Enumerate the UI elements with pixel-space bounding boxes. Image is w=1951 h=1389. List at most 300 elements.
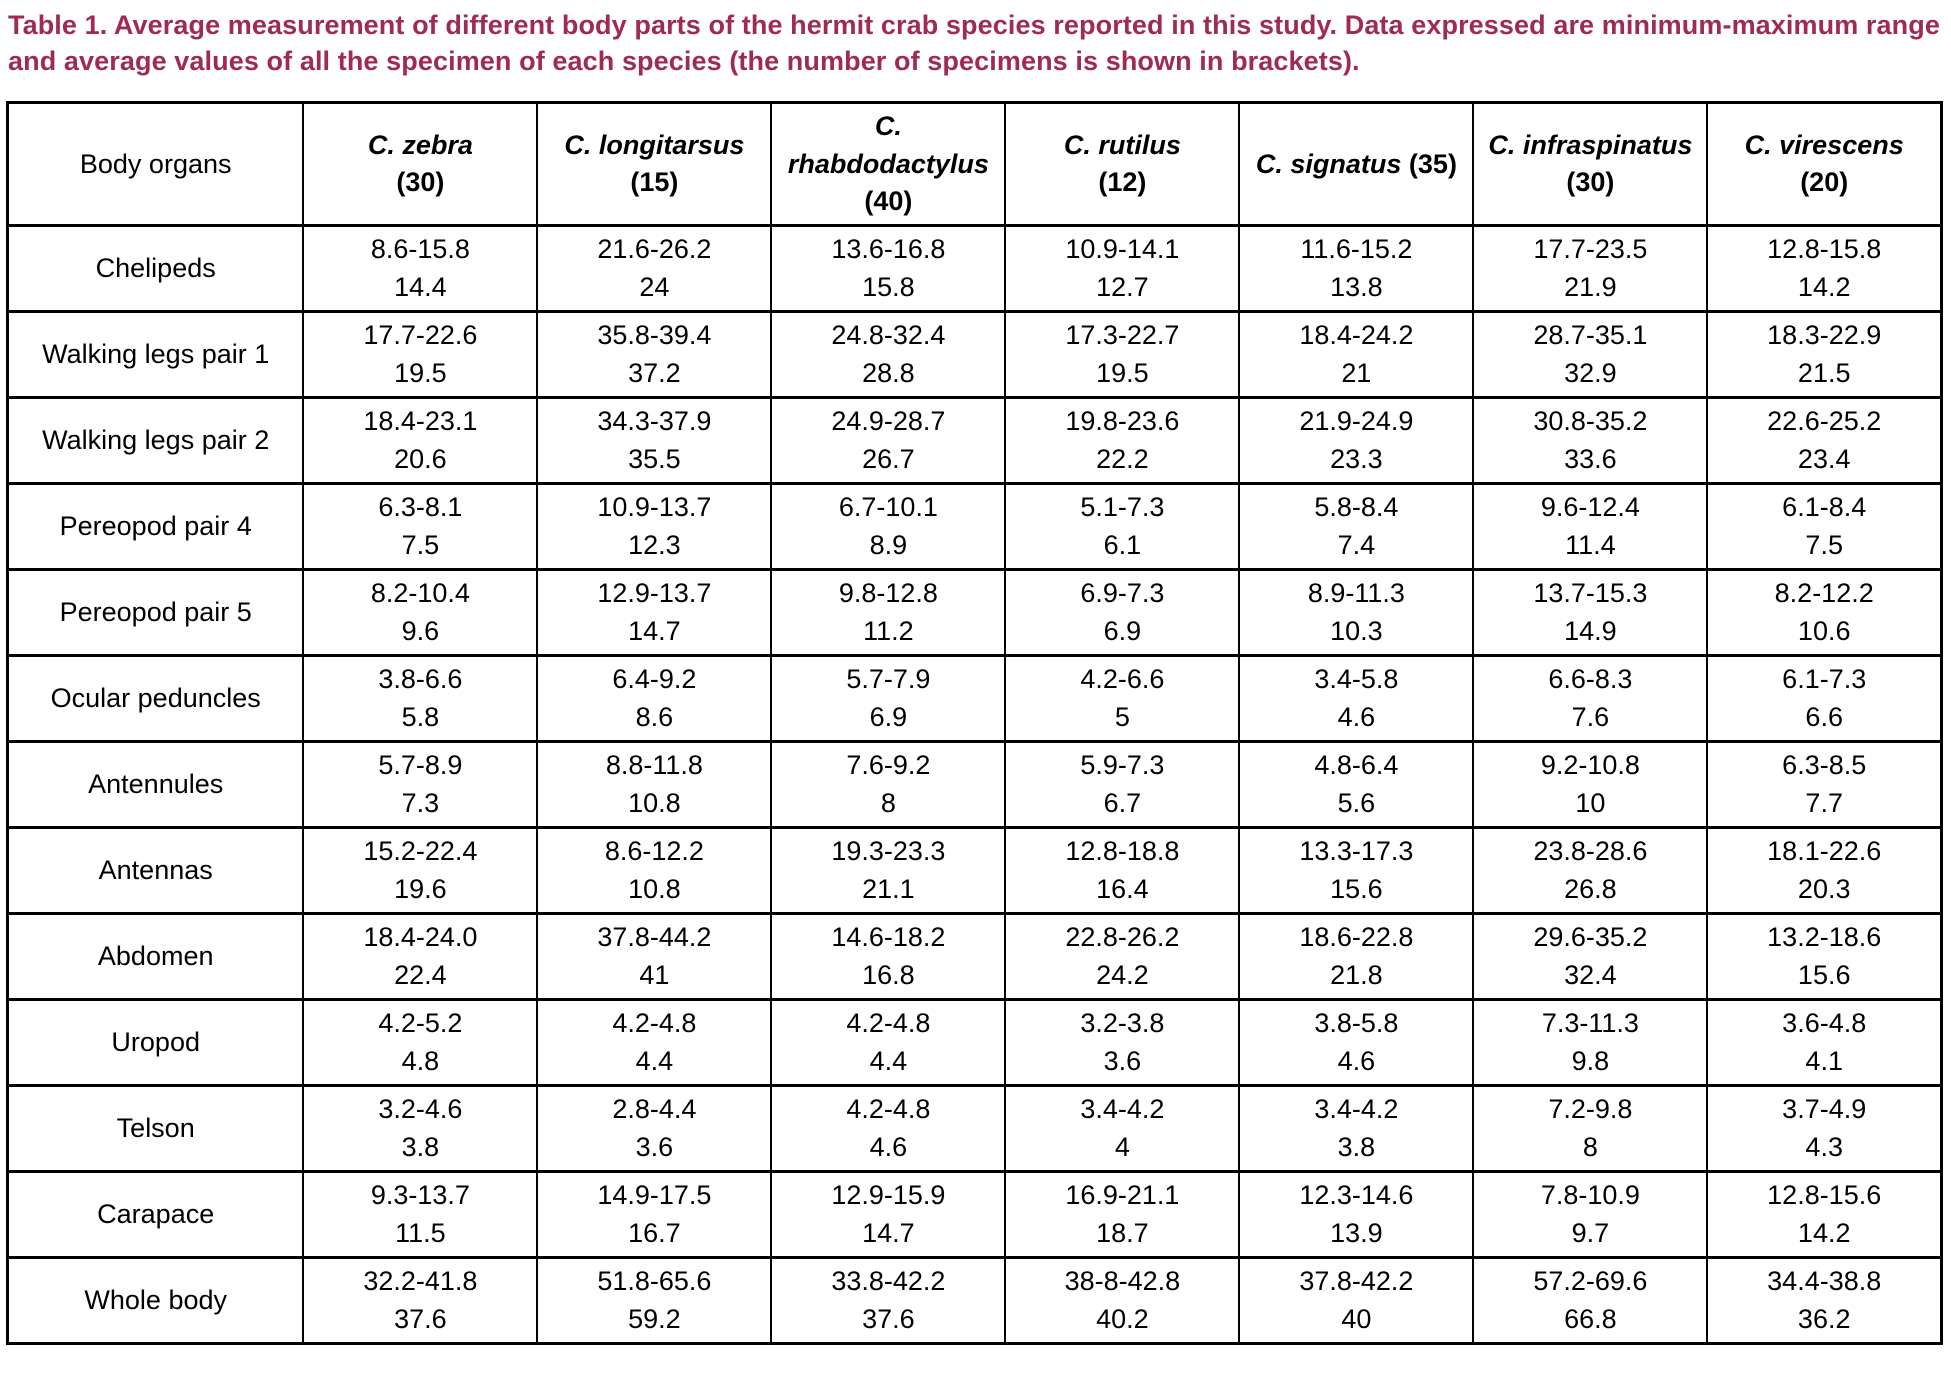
measurement-cell [1005,226,1239,312]
measurement-cell [1473,484,1707,570]
range-value: 5.7-7.9 [846,664,931,695]
average-value: 4.6 [1337,1045,1376,1076]
range-value: 37.8-42.2 [1299,1266,1414,1297]
range-value: 24.8-32.4 [831,320,946,351]
average-value: 10.8 [628,873,681,904]
range-value: 12.9-15.9 [831,1180,946,1211]
measurement-cell [1005,1086,1239,1172]
average-value: 3.8 [401,1131,440,1162]
measurement-cell [1473,1172,1707,1258]
range-value: 17.7-22.6 [363,320,478,351]
average-value: 3.6 [1103,1045,1142,1076]
measurement-cell [771,828,1005,914]
measurement-cell [537,1172,771,1258]
average-value: 16.7 [628,1217,681,1248]
range-value: 4.2-4.8 [846,1008,931,1039]
average-value: 9.8 [1571,1045,1610,1076]
average-value: 21.5 [1797,357,1851,388]
range-value: 51.8-65.6 [597,1266,712,1297]
table-header-row [8,103,1942,226]
species-name: C. rutilus [1063,129,1181,160]
average-value: 37.6 [862,1303,915,1334]
measurement-cell [1473,914,1707,1000]
average-value: 5 [1114,701,1130,732]
range-value: 8.2-12.2 [1774,578,1874,609]
average-value: 7.6 [1571,701,1610,732]
range-value: 7.2-9.8 [1548,1094,1633,1125]
measurement-cell [537,1000,771,1086]
species-name: C. infraspinatus [1488,129,1693,160]
range-value: 8.9-11.3 [1307,578,1405,609]
average-value: 3.6 [635,1131,674,1162]
range-value: 19.3-23.3 [831,836,946,867]
range-value: 32.2-41.8 [363,1266,478,1297]
measurement-cell [1707,226,1941,312]
table-row [8,914,1942,1000]
table-caption: Table 1. Average measurement of different body parts of the hermit crab species reported in this study. Data expressed are minimum-maximum range and average values of all the specimen of each species (the number of specimens is shown in brackets). [8,10,1940,76]
average-value: 14.2 [1797,271,1851,302]
average-value: 21.1 [862,873,915,904]
range-value: 21.9-24.9 [1299,406,1414,437]
average-value: 10 [1575,787,1606,818]
measurement-cell [1707,312,1941,398]
range-value: 13.3-17.3 [1299,836,1414,867]
range-value: 3.2-3.8 [1080,1008,1165,1039]
species-header [771,103,1005,226]
average-value: 41 [639,959,670,990]
average-value: 7.3 [401,787,440,818]
range-value: 6.4-9.2 [612,664,697,695]
measurement-cell [1707,570,1941,656]
range-value: 17.7-23.5 [1533,234,1648,265]
organ-label: Ocular peduncles [8,656,304,742]
range-value: 29.6-35.2 [1533,922,1648,953]
measurement-cell [1239,398,1473,484]
average-value: 15.6 [1797,959,1851,990]
measurement-cell [771,656,1005,742]
average-value: 14.2 [1797,1217,1851,1248]
measurement-cell [1707,398,1941,484]
measurement-cell [771,226,1005,312]
range-value: 18.1-22.6 [1767,836,1882,867]
measurement-cell [1005,828,1239,914]
species-header [303,103,537,226]
table-row [8,484,1942,570]
measurement-cell [1707,484,1941,570]
species-header [1473,103,1707,226]
measurement-cell [1005,742,1239,828]
average-value: 22.2 [1096,443,1149,474]
measurement-cell [1707,1172,1941,1258]
measurement-cell [1005,570,1239,656]
range-value: 3.8-5.8 [1314,1008,1399,1039]
average-value: 19.5 [1096,357,1149,388]
range-value: 9.3-13.7 [370,1180,470,1211]
range-value: 18.4-24.0 [363,922,478,953]
range-value: 18.3-22.9 [1767,320,1882,351]
range-value: 34.4-38.8 [1767,1266,1882,1297]
range-value: 5.7-8.9 [378,750,463,781]
range-value: 18.6-22.8 [1299,922,1414,953]
range-value: 14.9-17.5 [597,1180,712,1211]
average-value: 12.7 [1096,271,1149,302]
average-value: 4.6 [869,1131,908,1162]
range-value: 10.9-13.7 [597,492,712,523]
average-value: 7.7 [1805,787,1843,818]
measurement-cell [1005,1258,1239,1344]
measurement-cell [537,312,771,398]
range-value: 13.2-18.6 [1767,922,1882,953]
organ-label: Abdomen [8,914,304,1000]
measurement-cell [1473,1086,1707,1172]
average-value: 37.6 [394,1303,447,1334]
range-value: 6.3-8.5 [1782,750,1867,781]
specimen-count: (12) [1098,167,1147,198]
measurement-cell [303,312,537,398]
range-value: 13.6-16.8 [831,234,946,265]
range-value: 14.6-18.2 [831,922,946,953]
measurement-cell [537,570,771,656]
measurement-cell [1239,484,1473,570]
range-value: 13.7-15.3 [1533,578,1648,609]
average-value: 10.8 [628,787,681,818]
range-value: 3.7-4.9 [1782,1094,1867,1125]
average-value: 5.6 [1337,787,1376,818]
range-value: 7.8-10.9 [1540,1180,1640,1211]
range-value: 8.6-15.8 [370,234,470,265]
organ-label: Carapace [8,1172,304,1258]
range-value: 6.6-8.3 [1548,664,1633,695]
table-row [8,398,1942,484]
measurement-cell [1239,828,1473,914]
range-value: 38-8-42.8 [1064,1266,1181,1297]
range-value: 10.9-14.1 [1065,234,1180,265]
organ-label: Antennas [8,828,304,914]
range-value: 6.7-10.1 [838,492,938,523]
range-value: 4.2-4.8 [612,1008,697,1039]
table-row [8,1086,1942,1172]
measurement-cell [1239,226,1473,312]
range-value: 7.3-11.3 [1541,1008,1639,1039]
range-value: 35.8-39.4 [597,320,712,351]
measurement-cell [1239,1258,1473,1344]
range-value: 9.2-10.8 [1540,750,1640,781]
specimen-count: (40) [864,185,913,216]
measurement-cell [537,828,771,914]
average-value: 4 [1114,1131,1130,1162]
average-value: 24 [639,271,670,302]
organ-label: Antennules [8,742,304,828]
range-value: 23.8-28.6 [1533,836,1648,867]
table-row [8,570,1942,656]
range-value: 11.6-15.2 [1300,234,1413,265]
measurement-cell [771,1258,1005,1344]
measurement-cell [1239,742,1473,828]
average-value: 14.9 [1564,615,1617,646]
average-value: 66.8 [1564,1303,1617,1334]
range-value: 5.8-8.4 [1314,492,1399,523]
measurement-cell [1239,312,1473,398]
average-value: 22.4 [394,959,447,990]
measurement-cell [1473,1000,1707,1086]
range-value: 6.9-7.3 [1080,578,1165,609]
measurement-cell [303,656,537,742]
range-value: 21.6-26.2 [597,234,712,265]
species-name: C. rhabdodactylus [787,111,989,179]
measurement-cell [771,1172,1005,1258]
organ-label: Chelipeds [8,226,304,312]
average-value: 36.2 [1797,1303,1851,1334]
range-value: 3.4-4.2 [1314,1094,1399,1125]
average-value: 32.4 [1564,959,1617,990]
average-value: 8 [880,787,896,818]
measurement-cell [1707,1000,1941,1086]
average-value: 32.9 [1564,357,1617,388]
range-value: 8.6-12.2 [604,836,704,867]
average-value: 6.9 [869,701,908,732]
range-value: 9.8-12.8 [838,578,938,609]
average-value: 14.4 [394,271,447,302]
body-organs-header: Body organs [8,103,304,226]
average-value: 16.4 [1096,873,1149,904]
measurement-cell [1473,1258,1707,1344]
table-row [8,656,1942,742]
range-value: 15.2-22.4 [363,836,478,867]
measurement-cell [537,1258,771,1344]
average-value: 18.7 [1096,1217,1149,1248]
range-value: 7.6-9.2 [846,750,931,781]
measurement-cell [303,1172,537,1258]
range-value: 4.2-5.2 [378,1008,463,1039]
range-value: 3.4-4.2 [1080,1094,1165,1125]
average-value: 11.4 [1565,529,1616,560]
measurement-cell [303,742,537,828]
measurement-cell [771,742,1005,828]
average-value: 13.8 [1330,271,1383,302]
measurement-cell [303,828,537,914]
specimen-count: (30) [396,167,445,198]
range-value: 22.6-25.2 [1767,406,1882,437]
average-value: 24.2 [1096,959,1149,990]
average-value: 14.7 [862,1217,915,1248]
range-value: 5.9-7.3 [1080,750,1165,781]
average-value: 14.7 [628,615,681,646]
organ-label: Whole body [8,1258,304,1344]
measurement-cell [1005,398,1239,484]
range-value: 6.3-8.1 [378,492,463,523]
measurement-cell [303,1258,537,1344]
specimen-count: (15) [630,167,679,198]
measurement-cell [1005,914,1239,1000]
average-value: 26.8 [1564,873,1617,904]
measurement-cell [1473,398,1707,484]
table-body [8,226,1942,1344]
range-value: 3.8-6.6 [378,664,463,695]
measurement-cell [537,226,771,312]
organ-label: Pereopod pair 4 [8,484,304,570]
measurement-cell [1707,656,1941,742]
average-value: 5.8 [401,701,440,732]
measurement-cell [303,226,537,312]
table-row [8,312,1942,398]
range-value: 19.8-23.6 [1065,406,1180,437]
range-value: 6.1-8.4 [1782,492,1867,523]
range-value: 37.8-44.2 [597,922,712,953]
average-value: 23.4 [1797,443,1851,474]
measurement-cell [1005,312,1239,398]
measurement-cell [1005,484,1239,570]
organ-label: Telson [8,1086,304,1172]
measurement-cell [303,570,537,656]
average-value: 6.6 [1805,701,1843,732]
range-value: 18.4-23.1 [363,406,478,437]
average-value: 15.8 [862,271,915,302]
average-value: 19.5 [394,357,447,388]
species-name: C. longitarsus [564,129,745,160]
average-value: 15.6 [1330,873,1383,904]
measurement-cell [1473,828,1707,914]
measurement-cell [1239,1000,1473,1086]
range-value: 30.8-35.2 [1533,406,1648,437]
range-value: 17.3-22.7 [1065,320,1180,351]
average-value: 11.2 [863,615,914,646]
measurement-cell [1005,1000,1239,1086]
measurement-cell [1707,742,1941,828]
average-value: 4.4 [635,1045,674,1076]
range-value: 24.9-28.7 [831,406,946,437]
measurement-cell [771,1000,1005,1086]
range-value: 57.2-69.6 [1533,1266,1648,1297]
measurement-cell [771,1086,1005,1172]
measurement-cell [303,1086,537,1172]
range-value: 33.8-42.2 [831,1266,946,1297]
measurement-cell [771,484,1005,570]
average-value: 10.3 [1330,615,1383,646]
range-value: 3.4-5.8 [1314,664,1399,695]
measurement-cell [1239,914,1473,1000]
range-value: 6.1-7.3 [1782,664,1867,695]
average-value: 4.1 [1805,1045,1843,1076]
table-row [8,742,1942,828]
average-value: 21.9 [1564,271,1617,302]
table-row [8,226,1942,312]
measurement-cell [1473,312,1707,398]
average-value: 20.3 [1797,873,1851,904]
measurement-cell [1005,1172,1239,1258]
average-value: 6.1 [1103,529,1142,560]
average-value: 9.7 [1571,1217,1610,1248]
species-name: C. virescens [1744,129,1904,160]
measurement-cell [1707,1086,1941,1172]
measurement-cell [1473,570,1707,656]
measurement-cell [771,312,1005,398]
measurement-cell [537,914,771,1000]
measurement-cell [537,1086,771,1172]
average-value: 37.2 [628,357,681,388]
range-value: 12.8-15.8 [1767,234,1882,265]
measurement-cell [1239,1086,1473,1172]
average-value: 21 [1341,357,1372,388]
average-value: 40 [1341,1303,1372,1334]
measurement-cell [1473,656,1707,742]
measurements-table [6,101,1943,1345]
average-value: 7.5 [1805,529,1843,560]
species-name: C. zebra [367,129,473,160]
specimen-count: (35) [1408,148,1457,179]
average-value: 4.3 [1805,1131,1843,1162]
measurement-cell [1239,1172,1473,1258]
average-value: 4.6 [1337,701,1376,732]
measurement-cell [1473,226,1707,312]
average-value: 26.7 [862,443,915,474]
measurement-cell [537,398,771,484]
average-value: 28.8 [862,357,915,388]
average-value: 6.9 [1103,615,1142,646]
measurement-cell [771,398,1005,484]
range-value: 18.4-24.2 [1299,320,1414,351]
range-value: 12.8-15.6 [1767,1180,1882,1211]
range-value: 16.9-21.1 [1065,1180,1180,1211]
average-value: 33.6 [1564,443,1617,474]
specimen-count: (30) [1566,167,1615,198]
average-value: 7.4 [1337,529,1376,560]
species-header [537,103,771,226]
range-value: 12.8-18.8 [1065,836,1180,867]
species-header [1707,103,1941,226]
species-name: C. signatus [1255,148,1402,179]
measurement-cell [1005,656,1239,742]
average-value: 13.9 [1330,1217,1383,1248]
range-value: 5.1-7.3 [1080,492,1165,523]
measurement-cell [303,914,537,1000]
species-header [1239,103,1473,226]
average-value: 9.6 [401,615,440,646]
range-value: 4.8-6.4 [1314,750,1399,781]
average-value: 35.5 [628,443,681,474]
range-value: 2.8-4.4 [612,1094,697,1125]
table-row [8,1258,1942,1344]
average-value: 6.7 [1103,787,1142,818]
organ-label: Pereopod pair 5 [8,570,304,656]
measurement-cell [537,656,771,742]
table-row [8,1000,1942,1086]
range-value: 3.2-4.6 [378,1094,463,1125]
table-row [8,1172,1942,1258]
table-row [8,828,1942,914]
range-value: 8.2-10.4 [370,578,470,609]
range-value: 4.2-6.6 [1080,664,1165,695]
measurement-cell [303,484,537,570]
measurement-cell [1239,656,1473,742]
organ-label: Uropod [8,1000,304,1086]
range-value: 12.9-13.7 [597,578,712,609]
average-value: 19.6 [394,873,447,904]
range-value: 8.8-11.8 [605,750,703,781]
measurement-cell [1473,742,1707,828]
range-value: 4.2-4.8 [846,1094,931,1125]
average-value: 40.2 [1096,1303,1149,1334]
range-value: 9.6-12.4 [1540,492,1640,523]
measurement-cell [1707,914,1941,1000]
measurement-cell [1239,570,1473,656]
specimen-count: (20) [1800,167,1849,198]
range-value: 28.7-35.1 [1533,320,1648,351]
measurement-cell [771,570,1005,656]
average-value: 4.8 [401,1045,440,1076]
average-value: 12.3 [628,529,681,560]
average-value: 11.5 [395,1217,446,1248]
average-value: 4.4 [869,1045,908,1076]
